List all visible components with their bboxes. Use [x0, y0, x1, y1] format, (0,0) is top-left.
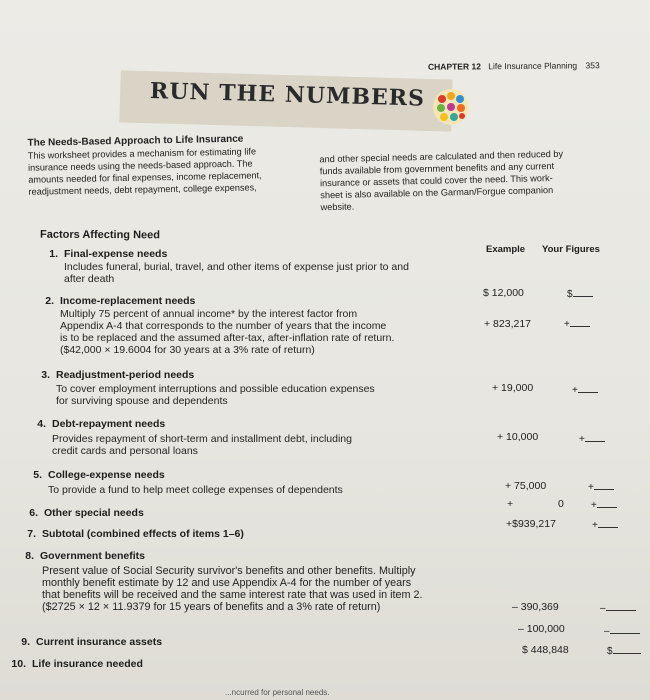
item-3-description	[56, 383, 375, 407]
intro-line: amounts needed for final expenses, income replacement,	[28, 170, 262, 185]
desc-line: Multiply 75 percent of annual income* by the interest factor from	[60, 308, 358, 320]
sign: $	[607, 646, 613, 657]
item-2	[36, 295, 195, 307]
item-number: 10.	[11, 658, 26, 670]
sign: +	[588, 482, 594, 493]
desc-line: ($2725 × 12 × 11.9379 for 15 years of benefits and a 3% rate of return)	[42, 601, 381, 613]
blank-line	[585, 432, 605, 442]
desc-line: Appendix A-4 that corresponds to the number of years that the income	[60, 320, 387, 332]
item-7-your-figure[interactable]	[592, 518, 618, 531]
intro-line: readjustment needs, debt repayment, college expenses,	[28, 182, 257, 197]
item-number: 1.	[49, 248, 58, 260]
item-3-example-value: + 19,000	[492, 382, 534, 394]
item-title: Other special needs	[44, 507, 144, 519]
item-6-your-figure[interactable]	[591, 498, 617, 511]
item-title: Subtotal (combined effects of items 1–6)	[42, 528, 244, 540]
item-1-description	[64, 261, 409, 285]
your-figures-column-header: Your Figures	[542, 244, 600, 255]
item-title: Readjustment-period needs	[56, 369, 195, 381]
intro-left-column	[27, 132, 318, 198]
intro-line: insurance needs using the needs-based approach. The	[27, 158, 253, 173]
sign: +	[591, 500, 597, 511]
blank-line	[613, 644, 641, 654]
running-head	[428, 60, 600, 71]
sign: +	[564, 319, 570, 330]
item-7	[18, 528, 244, 540]
item-number: 2.	[45, 295, 54, 307]
item-title: Life insurance needed	[32, 658, 143, 670]
blank-line	[610, 624, 640, 634]
intro-line: and other special needs are calculated and then reduced by	[319, 148, 564, 165]
item-number: 5.	[33, 469, 42, 481]
blank-line	[606, 601, 636, 611]
item-number: 6.	[29, 507, 38, 519]
item-title: Current insurance assets	[36, 636, 163, 648]
desc-line: Present value of Social Security survivor's benefits and other benefits. Multiply	[42, 565, 416, 577]
item-4-example-value: + 10,000	[497, 431, 539, 443]
item-4-description	[52, 433, 352, 457]
item-1-your-figure[interactable]	[567, 287, 593, 300]
item-8-example-value: – 390,369	[512, 601, 559, 613]
item-title: Government benefits	[40, 550, 146, 562]
intro-line: website.	[320, 201, 355, 213]
item-title: Income-replacement needs	[60, 295, 196, 307]
intro-line: This worksheet provides a mechanism for estimating life	[27, 146, 257, 161]
desc-line: ($42,000 × 19.6004 for 30 years at a 3% rate of return)	[60, 344, 315, 356]
item-number: 8.	[25, 550, 34, 562]
desc-line: that benefits will be received and the same interest rate that was used in item 2.	[42, 589, 423, 601]
blank-line	[573, 287, 593, 297]
item-6	[20, 507, 144, 519]
item-10	[8, 658, 143, 670]
item-1	[40, 248, 167, 260]
desc-line: To cover employment interruptions and possible education expenses	[56, 383, 375, 395]
item-title: Final-expense needs	[64, 248, 168, 260]
item-3-your-figure[interactable]	[572, 383, 598, 396]
blank-line	[570, 317, 590, 327]
item-2-your-figure[interactable]	[564, 317, 590, 330]
chapter-label: CHAPTER 12	[427, 61, 481, 72]
footnote-fragment: ...ncurred for personal needs.	[225, 688, 330, 697]
colorful-dots-logo-icon	[432, 88, 470, 126]
item-5	[24, 469, 165, 481]
sign: –	[600, 603, 606, 614]
item-title: Debt-repayment needs	[52, 418, 166, 430]
item-5-example-value: + 75,000	[505, 480, 547, 492]
item-5-description	[48, 484, 343, 496]
item-number: 9.	[21, 636, 30, 648]
sign: +	[579, 434, 585, 445]
example-column-header: Example	[486, 244, 526, 255]
item-7-example-value: +$939,217	[506, 518, 556, 530]
intro-right-column	[319, 147, 612, 214]
item-8-description	[42, 565, 423, 613]
sign: $	[567, 289, 573, 300]
intro-heading: The Needs-Based Approach to Life Insurance	[27, 133, 244, 149]
item-6-example-sign: +	[507, 498, 514, 510]
page-number: 353	[585, 60, 600, 71]
page-title: RUN THE NUMBERS	[149, 78, 426, 112]
item-number: 4.	[37, 418, 46, 430]
desc-line: Provides repayment of short-term and installment debt, including	[52, 433, 352, 445]
sign: +	[592, 520, 598, 531]
item-number: 7.	[27, 528, 36, 540]
factors-heading: Factors Affecting Need	[39, 228, 161, 242]
item-4	[28, 418, 165, 430]
item-10-example-value: $ 448,848	[522, 644, 569, 656]
item-6-example-value: 0	[558, 498, 564, 510]
desc-line: after death	[64, 273, 115, 285]
item-10-your-figure[interactable]	[607, 644, 641, 657]
intro-line: funds available from government benefits and any current	[319, 160, 555, 177]
blank-line	[598, 518, 618, 528]
item-9-your-figure[interactable]	[604, 624, 640, 637]
intro-line: sheet is also available on the Garman/Forgue companion	[320, 185, 554, 201]
item-8-your-figure[interactable]	[600, 601, 636, 614]
item-9	[12, 636, 162, 648]
item-2-example-value: + 823,217	[484, 318, 532, 330]
item-2-description	[60, 308, 394, 356]
desc-line: is to be replaced and the assumed after-tax, after-inflation rate of return.	[60, 332, 395, 344]
item-number: 3.	[41, 369, 50, 381]
item-1-example-value: $ 12,000	[483, 287, 524, 299]
item-8	[16, 550, 145, 562]
chapter-title: Life Insurance Planning	[488, 60, 578, 72]
blank-line	[597, 498, 617, 508]
item-9-example-value: – 100,000	[518, 623, 565, 635]
desc-line: credit cards and personal loans	[52, 445, 198, 457]
intro-line: insurance or assets that could cover the need. This work-	[319, 173, 553, 189]
desc-line: To provide a fund to help meet college expenses of dependents	[48, 484, 343, 496]
desc-line: for surviving spouse and dependents	[56, 395, 228, 407]
blank-line	[578, 383, 598, 393]
sign: –	[604, 626, 610, 637]
desc-line: Includes funeral, burial, travel, and other items of expense just prior to and	[64, 261, 409, 273]
item-title: College-expense needs	[48, 469, 165, 481]
item-5-your-figure[interactable]	[588, 480, 614, 493]
desc-line: monthly benefit estimate by 12 and use Appendix A-4 for the number of years	[42, 577, 412, 589]
sign: +	[572, 385, 578, 396]
item-4-your-figure[interactable]	[579, 432, 605, 445]
blank-line	[594, 480, 614, 490]
item-3	[32, 369, 194, 381]
